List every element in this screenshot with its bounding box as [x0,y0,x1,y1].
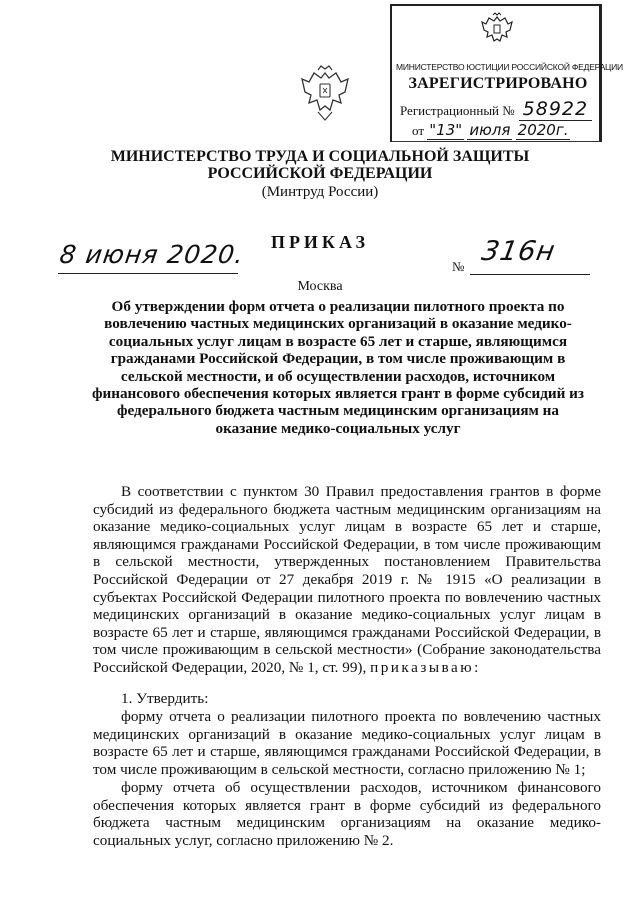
item1-heading: 1. Утвердить: [121,690,209,707]
item1-form2: форму отчета об осуществлении расходов, источником финансового обеспечения которых является грант в форме субсидий из федерального бюджета частным медицинским организациям на оказание медико-социальных услуг, согласно приложению № 2. [93,779,601,849]
stamp-date-year: 2020г. [517,121,569,139]
stamp-date-day: "13" [429,121,463,139]
eagle-emblem-icon [479,12,515,46]
order-city: Москва [297,279,343,294]
stamp-reg-date-row [412,121,570,139]
stamp-status: ЗАРЕГИСТРИРОВАНО [408,75,588,92]
order-number: 316н [479,236,558,267]
ministry-short-name: (Минтруд России) [261,184,379,200]
stamp-ministry: МИНИСТЕРСТВО ЮСТИЦИИ РОССИЙСКОЙ ФЕДЕРАЦИИ [396,62,623,72]
stamp-reg-label: Регистрационный № [400,103,515,118]
ministry-title-line1: МИНИСТЕРСТВО ТРУДА И СОЦИАЛЬНОЙ ЗАЩИТЫ [110,148,530,165]
preamble-paragraph [93,483,601,677]
stamp-date-month: июля [469,121,511,139]
order-number-label: № [452,259,465,274]
order-date: 8 июня 2020. [57,240,247,269]
order-subject: Об утверждении форм отчета о реализации пилотного проекта по вовлечению частных медицинских организаций в оказание медико-социальных услуг лицам в возрасте 65 лет и старше, являющимся гражданами Российской Федерации, в том числе проживающим в сельской местности, и об осуществлении расходов, источником финансового обеспечения которых является грант в форме субсидий из федерального бюджета частным медицинским организациям на оказание медико-социальных услуг [91,298,585,437]
order-number-underline [470,274,590,275]
coat-of-arms-icon [298,64,352,124]
item1-form1: форму отчета о реализации пилотного проекта по вовлечению частных медицинских организаций в оказание медико-социальных услуг лицам в возрасте 65 лет и старше, являющимся гражданами Российской Федерации, в том числе проживающим в сельской местности, согласно приложению № 1; [93,708,601,778]
stamp-reg-number: 58922 [519,98,592,121]
registration-stamp [390,4,623,142]
order-title: ПРИКАЗ [270,232,370,252]
stamp-date-prefix: от [412,123,425,138]
stamp-reg-number-row [400,98,592,120]
order-date-underline [58,273,238,274]
ministry-title-line2: РОССИЙСКОЙ ФЕДЕРАЦИИ [207,165,433,182]
preamble-text: В соответствии с пунктом 30 Правил предоставления грантов в форме субсидий из федерального бюджета частным медицинским организациям на оказание медико-социальных услуг лицам в возрасте 65 лет и старше, являющимся гражданами Российской Федерации, в том числе проживающим в сельской местности, утвержденных постановлением Правительства Российской Федерации от 27 декабря 2019 г. № 1915 «О реализации в субъектах Российской Федерации пилотного проекта по вовлечению частных медицинских организаций в оказание медико-социальных услуг лицам в возрасте 65 лет и старше, являющимся гражданами Российской Федерации, в том числе проживающим в сельской местности» (Собрание законодательства Российской Федерации, 2020, № 1, ст. 99), [93,483,601,676]
order-word: приказываю: [370,658,481,676]
